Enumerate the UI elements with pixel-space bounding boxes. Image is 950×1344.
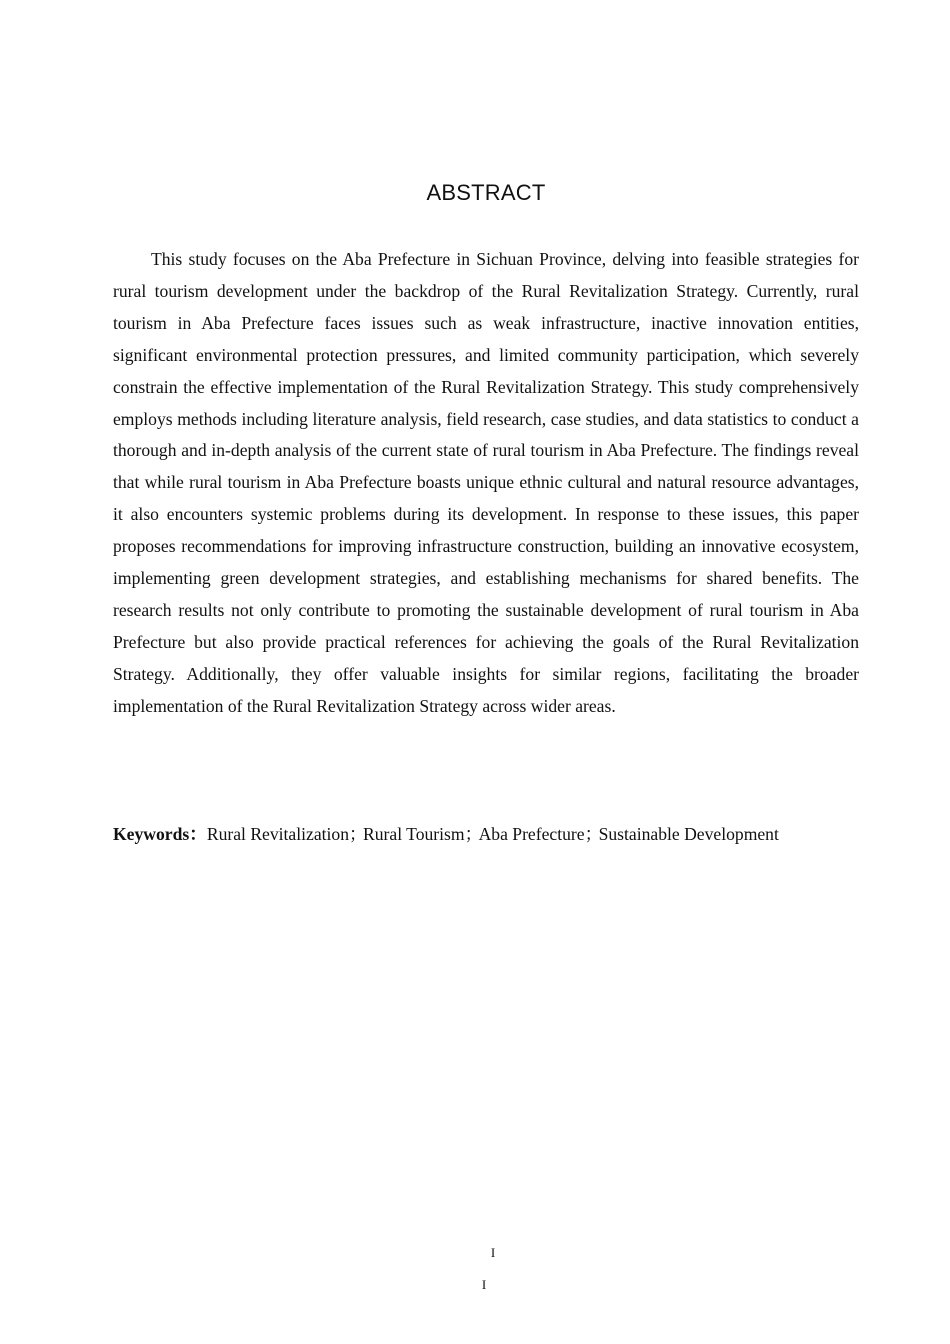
keyword-item: Rural Revitalization <box>206 824 350 844</box>
page-number: I <box>490 1245 496 1260</box>
abstract-title: ABSTRACT <box>426 180 546 205</box>
keywords-label: Keywords： <box>113 824 207 844</box>
keyword-item: Aba Prefecture <box>478 824 585 844</box>
keyword-item: Rural Tourism <box>363 824 465 844</box>
keyword-separator: ； <box>349 824 367 844</box>
keyword-separator: ； <box>584 824 603 844</box>
keyword-separator: ； <box>464 824 483 844</box>
abstract-body: This study focuses on the Aba Prefecture in Sichuan Province, delving into feasible strategies for rural tourism development under the backdrop of the Rural Revitalization Strategy. Currently, rural tourism in Aba Prefecture faces issues such as weak infrastructure, inactive innovation entities, significant environmental protection pressures, and limited community participation, which severely constrain the effective implementation of the Rural Revitalization Strategy. This study comprehensively employs methods including literature analysis, field research, case studies, and data statistics to conduct a thorough and in-depth analysis of the current state of rural tourism in Aba Prefecture. The findings reveal that while rural tourism in Aba Prefecture boasts unique ethnic cultural and natural resource advantages, it also encounters systemic problems during its development. In response to these issues, this paper proposes recommendations for improving infrastructure construction, building an innovative ecosystem, implementing green development strategies, and establishing mechanisms for shared benefits. The research results not only contribute to promoting the sustainable development of rural tourism in Aba Prefecture but also provide practical references for achieving the goals of the Rural Revitalization Strategy. Additionally, they offer valuable insights for similar regions, facilitating the broader implementation of the Rural Revitalization Strategy across wider areas. <box>113 249 859 716</box>
keyword-item: Sustainable Development <box>598 824 779 844</box>
keywords-line <box>113 819 873 851</box>
page-number-footer: I <box>481 1277 487 1292</box>
